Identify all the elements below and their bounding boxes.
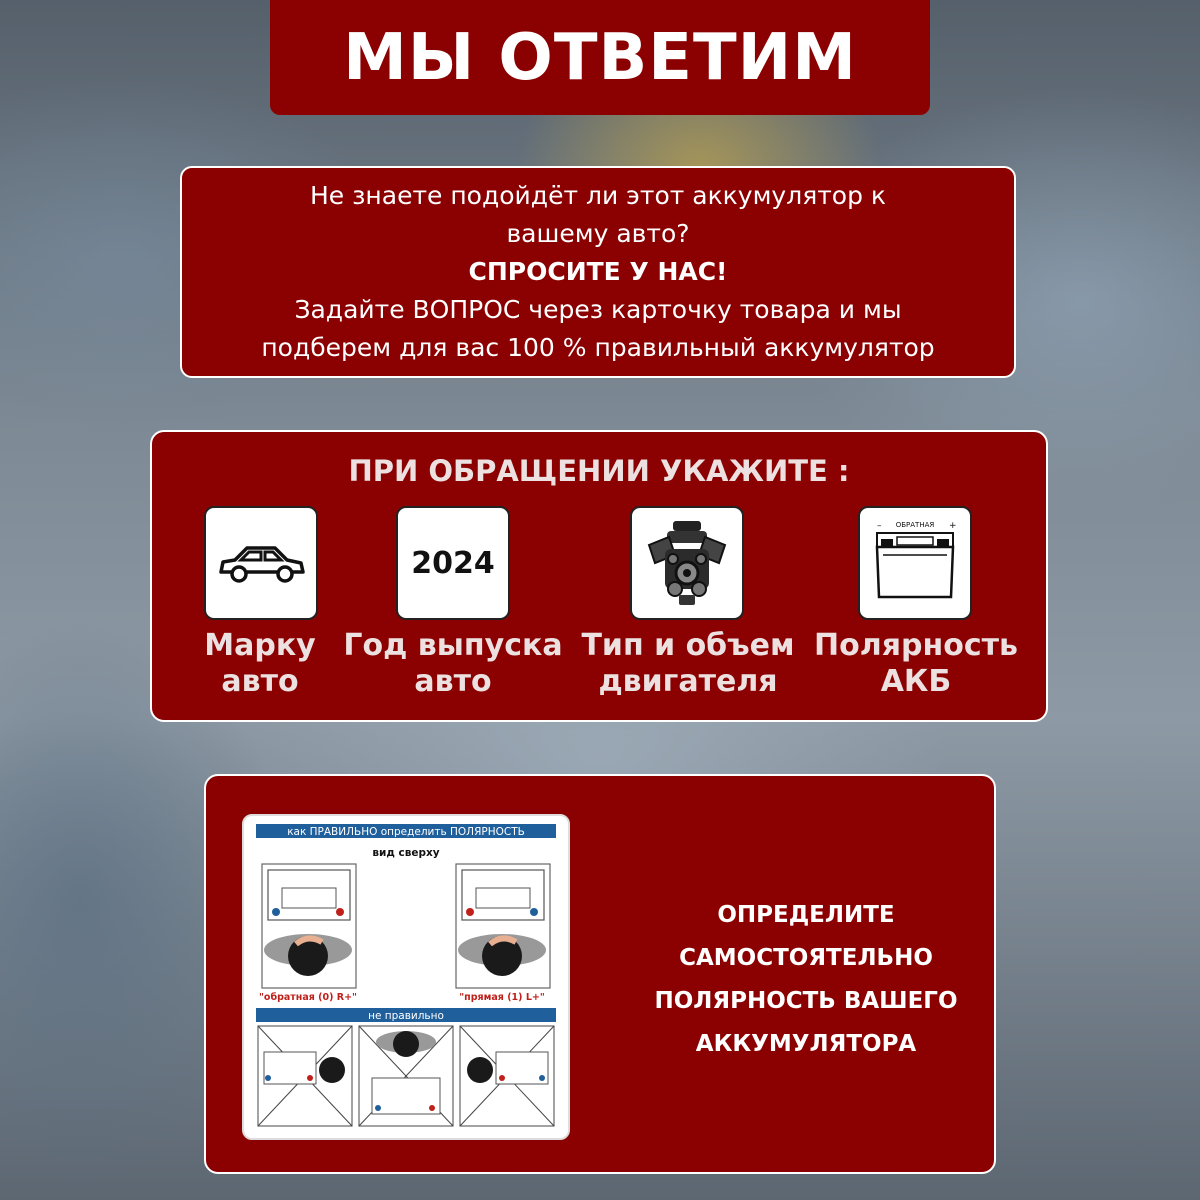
title-banner <box>270 0 930 115</box>
polarity-line-3: ПОЛЯРНОСТЬ ВАШЕГО <box>654 988 958 1014</box>
question-line-5: подберем для вас 100 % правильный аккумулятор <box>261 333 935 362</box>
car-tile <box>204 506 318 620</box>
caption-engine <box>578 628 798 700</box>
polarity-panel <box>204 774 996 1174</box>
battery-polarity-label: ОБРАТНАЯ <box>895 521 935 529</box>
question-line-4: Задайте ВОПРОС через карточку товара и мы <box>294 295 902 324</box>
battery-tile <box>858 506 972 620</box>
specify-title: ПРИ ОБРАЩЕНИИ УКАЖИТЕ : <box>348 454 850 488</box>
diagram-subheader: вид сверху <box>372 847 440 859</box>
ask-us-heading: СПРОСИТЕ У НАС! <box>468 257 728 286</box>
caption-brand-line2: авто <box>221 664 299 699</box>
polarity-instruction <box>606 894 1006 1066</box>
diagram-right-label: "прямая (1) L+" <box>459 992 545 1003</box>
caption-year <box>332 628 574 700</box>
svg-text:–: – <box>877 521 882 531</box>
polarity-diagram-svg <box>244 816 568 1138</box>
diagram-header: как ПРАВИЛЬНО определить ПОЛЯРНОСТЬ <box>287 826 525 838</box>
svg-text:+: + <box>949 521 957 531</box>
caption-polarity-line1: Полярность <box>814 628 1018 663</box>
engine-tile <box>630 506 744 620</box>
page-title: МЫ ОТВЕТИМ <box>343 20 857 95</box>
diagram-wrong-label: не правильно <box>368 1010 444 1022</box>
polarity-line-2: САМОСТОЯТЕЛЬНО <box>679 945 933 971</box>
caption-year-line2: авто <box>414 664 492 699</box>
car-icon <box>215 538 307 588</box>
diagram-left-label: "обратная (0) R+" <box>258 992 358 1003</box>
caption-engine-line1: Тип и объем <box>581 628 795 663</box>
question-line-2: вашему авто? <box>506 219 690 248</box>
question-line-1: Не знаете подойдёт ли этот аккумулятор к <box>309 181 887 210</box>
engine-icon <box>639 515 735 611</box>
battery-icon <box>865 515 965 611</box>
caption-polarity-line2: АКБ <box>880 664 952 699</box>
caption-polarity <box>806 628 1026 700</box>
polarity-line-1: ОПРЕДЕЛИТЕ <box>717 902 895 928</box>
year-badge: 2024 <box>411 545 495 581</box>
question-panel <box>180 166 1016 378</box>
year-tile <box>396 506 510 620</box>
caption-year-line1: Год выпуска <box>343 628 563 663</box>
caption-brand-line1: Марку <box>204 628 316 663</box>
polarity-diagram <box>242 814 570 1140</box>
caption-engine-line2: двигателя <box>598 664 778 699</box>
polarity-line-4: АККУМУЛЯТОРА <box>695 1031 917 1057</box>
specify-panel <box>150 430 1048 722</box>
